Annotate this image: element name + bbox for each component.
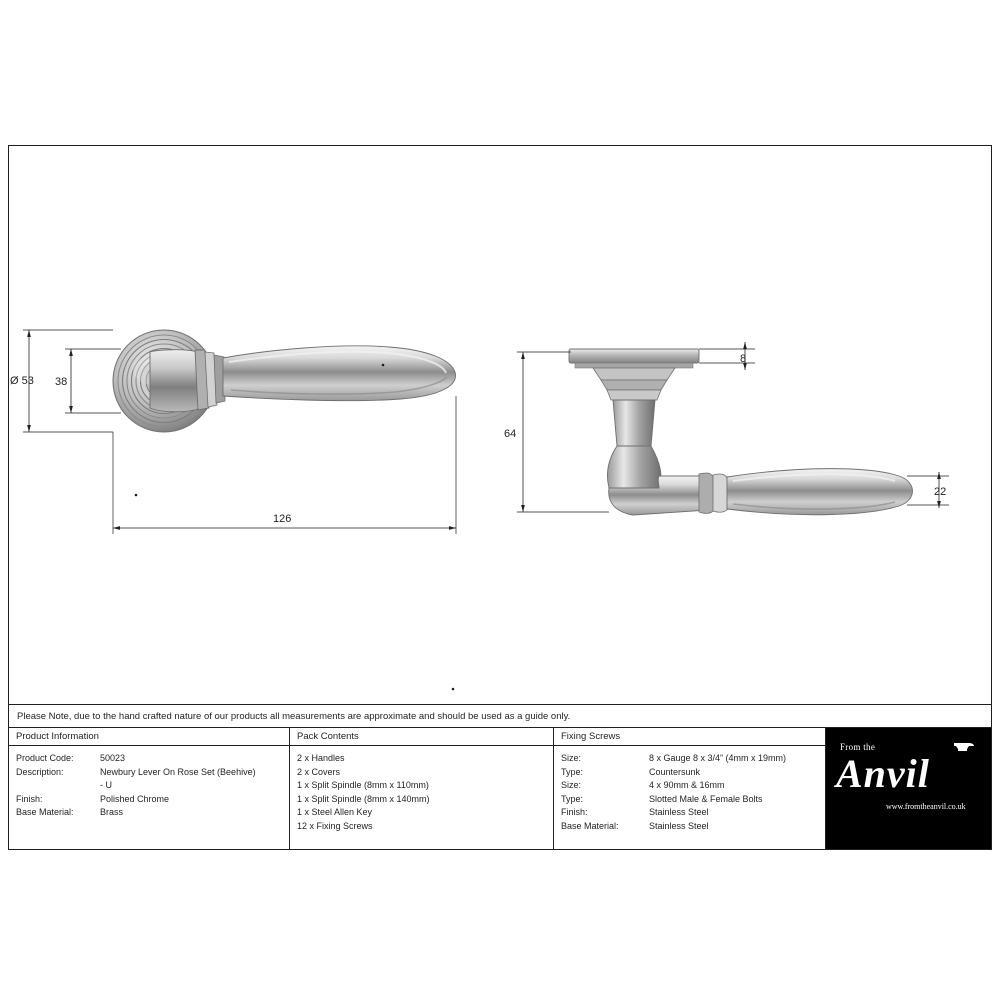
dimension-lever-depth	[907, 472, 949, 508]
fixing-key: Type:	[561, 766, 584, 777]
fixing-screws-heading: Fixing Screws	[554, 728, 825, 746]
product-code-key: Product Code:	[16, 753, 74, 763]
product-information-column	[9, 728, 290, 849]
product-code-row	[16, 752, 289, 766]
pack-item: 1 x Split Spindle (8mm x 110mm)	[297, 780, 429, 791]
fixing-value: Stainless Steel	[649, 820, 709, 831]
fixing-value: Slotted Male & Female Bolts	[649, 793, 763, 804]
dim-label-lever-depth: 22	[934, 486, 947, 498]
lever-column-side	[607, 400, 661, 488]
dim-label-diameter: Ø 53	[10, 375, 34, 387]
fixing-key: Size:	[561, 753, 582, 763]
fixing-value: Countersunk	[649, 766, 701, 777]
description-row	[16, 766, 289, 780]
finish-value: Polished Chrome	[100, 793, 170, 804]
dim-label-plate-thickness: 8	[740, 353, 747, 365]
pack-item: 2 x Handles	[297, 753, 345, 763]
finish-row	[16, 793, 289, 807]
lever-arm-front	[223, 346, 456, 401]
pack-contents-heading: Pack Contents	[290, 728, 553, 746]
fixing-value: 4 x 90mm & 16mm	[649, 780, 725, 791]
rose-plate-side	[569, 349, 699, 368]
fixing-key: Finish:	[561, 807, 588, 818]
fixing-key: Type:	[561, 793, 584, 804]
product-information-heading: Product Information	[9, 728, 289, 746]
brand-logo	[826, 728, 991, 849]
fixing-screws-column	[554, 728, 826, 849]
brand-logo-top-text: From the	[840, 742, 876, 752]
fixing-value: 8 x Gauge 8 x 3/4” (4mm x 19mm)	[649, 753, 787, 763]
info-table	[9, 728, 991, 849]
drawing-svg	[9, 146, 991, 704]
product-information-body	[9, 746, 289, 820]
dimension-projection	[504, 352, 609, 512]
lever-neck-front	[150, 350, 225, 412]
side-view	[504, 342, 949, 515]
brand-logo-main-text: Anvil	[836, 751, 930, 796]
fixing-screws-body	[554, 746, 825, 834]
base-material-key: Base Material:	[16, 807, 74, 818]
description-value-cont: - U	[100, 780, 112, 791]
fixing-row	[561, 779, 825, 793]
brand-logo-column	[826, 728, 991, 849]
fixing-row	[561, 793, 825, 807]
description-key-cont	[16, 779, 100, 793]
pack-item: 1 x Steel Allen Key	[297, 807, 373, 818]
dimension-rose-height	[55, 349, 121, 413]
fixing-value: Stainless Steel	[649, 807, 709, 818]
pack-item: 12 x Fixing Screws	[297, 820, 373, 831]
pack-item: 1 x Split Spindle (8mm x 140mm)	[297, 793, 430, 804]
pack-contents-body	[290, 746, 553, 834]
finish-key: Finish:	[16, 793, 43, 804]
dimension-plate-thickness	[699, 342, 755, 370]
base-material-row	[16, 806, 289, 820]
dim-label-projection: 64	[504, 428, 517, 440]
fixing-key: Size:	[561, 780, 582, 791]
anvil-icon	[953, 740, 975, 752]
pack-contents-column	[290, 728, 554, 849]
brand-logo-url: www.fromtheanvil.co.uk	[886, 802, 966, 811]
fixing-key: Base Material:	[561, 820, 619, 831]
description-value: Newbury Lever On Rose Set (Beehive)	[100, 766, 256, 777]
fixing-row	[561, 752, 825, 766]
disclaimer-text: Please Note, due to the hand crafted nature of our products all measurements are approximate and should be used as a guide only.	[17, 710, 571, 722]
technical-drawing	[9, 146, 991, 704]
base-material-value: Brass	[100, 807, 124, 818]
disclaimer-note	[9, 704, 991, 728]
dim-label-length: 126	[273, 513, 292, 525]
description-key: Description:	[16, 766, 64, 777]
description-row-cont	[16, 779, 289, 793]
fixing-row	[561, 806, 825, 820]
pack-item: 2 x Covers	[297, 766, 341, 777]
product-code-value: 50023	[100, 753, 126, 763]
fixing-row	[561, 766, 825, 780]
drawing-sheet	[8, 145, 992, 850]
beehive-cover-side	[593, 368, 675, 400]
dim-label-rose-height: 38	[55, 376, 68, 388]
front-view	[10, 330, 456, 534]
fixing-row	[561, 820, 825, 834]
